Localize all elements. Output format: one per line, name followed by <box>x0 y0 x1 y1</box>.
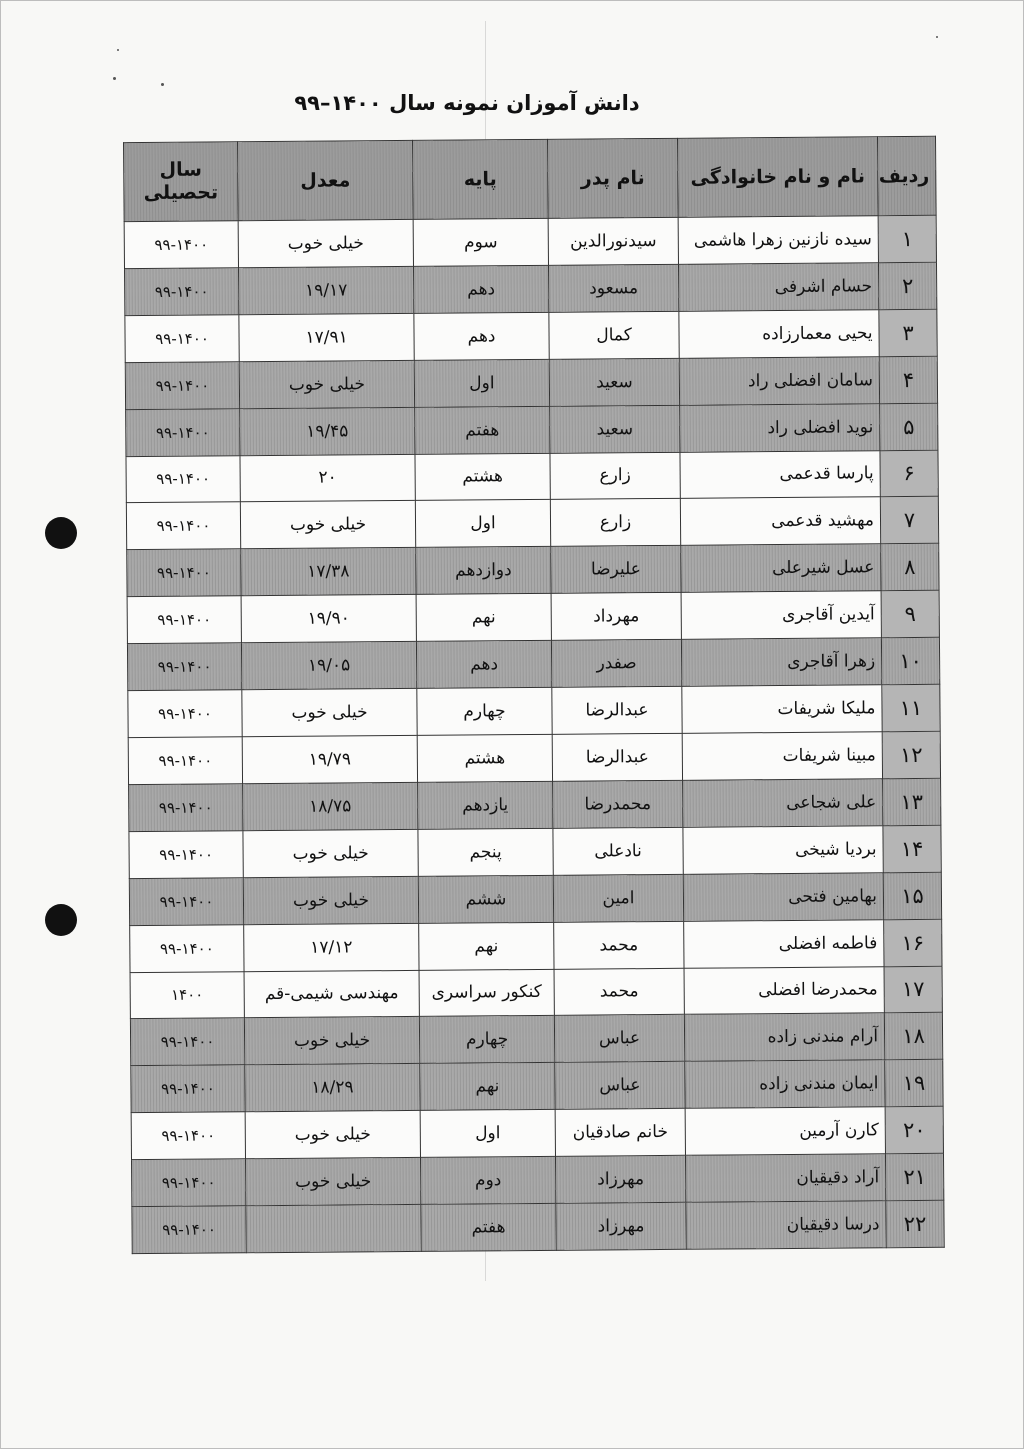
cell-average: ۱۹/۴۵ <box>240 407 415 455</box>
cell-grade: اول <box>414 359 549 407</box>
scan-speck <box>117 49 119 51</box>
cell-average: ۱۹/۷۹ <box>242 735 417 783</box>
cell-father-name: کمال <box>549 311 679 359</box>
cell-academic-year: ۹۹-۱۴۰۰ <box>131 1065 245 1113</box>
cell-average: ۱۹/۰۵ <box>241 642 416 690</box>
cell-average: ۱۸/۷۵ <box>243 782 418 830</box>
table-row <box>130 1013 942 1066</box>
cell-father-name: علیرضا <box>551 546 681 594</box>
cell-average: ۱۸/۲۹ <box>245 1064 420 1112</box>
cell-average: خیلی خوب <box>244 1017 419 1065</box>
cell-full-name: بردیا شیخی <box>683 826 883 874</box>
table-row <box>127 637 939 690</box>
cell-grade: پنجم <box>418 828 553 876</box>
cell-father-name: امین <box>553 874 683 922</box>
table-row <box>129 825 941 878</box>
cell-average: خیلی خوب <box>246 1158 421 1206</box>
cell-full-name: زهرا آقاجری <box>681 638 881 686</box>
cell-academic-year: ۹۹-۱۴۰۰ <box>128 690 242 738</box>
cell-grade: دهم <box>413 265 548 313</box>
page-title: دانش آموزان نمونه سال ۱۴۰۰–۹۹ <box>294 91 640 115</box>
table-row <box>126 403 938 456</box>
table-row <box>132 1153 944 1206</box>
cell-full-name: آرام مندنی زاده <box>684 1013 884 1061</box>
students-table-wrapper <box>123 136 944 1254</box>
cell-father-name: محمد <box>554 921 684 969</box>
cell-row-number: ۴ <box>879 356 937 403</box>
cell-academic-year: ۹۹-۱۴۰۰ <box>128 737 242 785</box>
cell-father-name: عباس <box>555 1062 685 1110</box>
cell-father-name: سعید <box>550 405 680 453</box>
cell-father-name: خانم صادقیان <box>555 1109 685 1157</box>
cell-father-name: مهرداد <box>551 593 681 641</box>
cell-grade: سوم <box>413 218 548 266</box>
cell-grade: کنکور سراسری <box>419 969 554 1017</box>
cell-grade: هفتم <box>415 406 550 454</box>
cell-academic-year: ۹۹-۱۴۰۰ <box>132 1206 246 1254</box>
table-row <box>128 731 940 784</box>
cell-average: ۱۹/۹۰ <box>241 595 416 643</box>
table-row <box>129 872 941 925</box>
header-full-name: نام و نام خانوادگی <box>677 137 878 218</box>
cell-row-number: ۷ <box>880 497 938 544</box>
cell-full-name: مهشید قدعمی <box>680 497 880 545</box>
cell-academic-year: ۹۹-۱۴۰۰ <box>126 502 240 550</box>
cell-full-name: سامان افضلی راد <box>679 356 879 404</box>
cell-grade: اول <box>415 500 550 548</box>
cell-grade: اول <box>420 1110 555 1158</box>
cell-academic-year: ۹۹-۱۴۰۰ <box>126 455 240 503</box>
cell-father-name: عباس <box>554 1015 684 1063</box>
cell-row-number: ۲۲ <box>886 1200 944 1247</box>
table-row <box>132 1200 944 1253</box>
cell-average: ۱۷/۳۸ <box>241 548 416 596</box>
table-row <box>125 356 937 409</box>
cell-father-name: زارع <box>550 499 680 547</box>
cell-father-name: مهرزاد <box>556 1202 686 1250</box>
cell-father-name: عبدالرضا <box>552 733 682 781</box>
cell-father-name: زارع <box>550 452 680 500</box>
header-grade: پایه <box>413 139 549 219</box>
cell-grade: دوم <box>420 1156 555 1204</box>
table-row <box>126 497 938 550</box>
cell-full-name: نوید افضلی راد <box>680 403 880 451</box>
cell-row-number: ۱۵ <box>883 872 941 919</box>
cell-academic-year: ۹۹-۱۴۰۰ <box>127 549 241 597</box>
cell-average: خیلی خوب <box>238 219 413 267</box>
cell-academic-year: ۹۹-۱۴۰۰ <box>125 362 239 410</box>
cell-grade: دوازدهم <box>416 547 551 595</box>
cell-row-number: ۱۱ <box>882 684 940 731</box>
table-row <box>126 450 938 503</box>
scan-speck <box>936 36 938 38</box>
cell-row-number: ۲۱ <box>885 1153 943 1200</box>
students-table <box>123 136 945 1254</box>
cell-academic-year: ۹۹-۱۴۰۰ <box>132 1159 246 1207</box>
cell-average: ۱۷/۹۱ <box>239 313 414 361</box>
cell-row-number: ۱۳ <box>883 778 941 825</box>
cell-grade: چهارم <box>419 1016 554 1064</box>
cell-full-name: آیدین آقاجری <box>681 591 881 639</box>
cell-row-number: ۱ <box>878 215 936 262</box>
cell-academic-year: ۹۹-۱۴۰۰ <box>126 408 240 456</box>
cell-grade: یازدهم <box>418 781 553 829</box>
cell-row-number: ۲ <box>878 262 936 309</box>
cell-full-name: کارن آرمین <box>685 1107 885 1155</box>
cell-full-name: آراد دقیقیان <box>685 1154 885 1202</box>
cell-full-name: ایمان مندنی زاده <box>685 1060 885 1108</box>
cell-full-name: حسام اشرفی <box>678 263 878 311</box>
table-row <box>128 684 940 737</box>
cell-average: خیلی خوب <box>243 876 418 924</box>
cell-average: خیلی خوب <box>245 1111 420 1159</box>
cell-father-name: محمد <box>554 968 684 1016</box>
cell-academic-year: ۹۹-۱۴۰۰ <box>127 596 241 644</box>
cell-full-name: عسل شیرعلی <box>681 544 881 592</box>
cell-full-name: علی شجاعی <box>683 779 883 827</box>
cell-academic-year: ۹۹-۱۴۰۰ <box>127 643 241 691</box>
cell-row-number: ۱۹ <box>885 1060 943 1107</box>
cell-grade: دهم <box>416 640 551 688</box>
cell-academic-year: ۹۹-۱۴۰۰ <box>125 268 239 316</box>
cell-average: مهندسی شیمی-قم <box>244 970 419 1018</box>
cell-full-name: سیده نازنین زهرا هاشمی <box>678 216 878 264</box>
cell-full-name: پارسا قدعمی <box>680 450 880 498</box>
cell-full-name: درسا دقیقیان <box>686 1201 886 1250</box>
cell-academic-year: ۹۹-۱۴۰۰ <box>124 221 238 269</box>
cell-academic-year: ۹۹-۱۴۰۰ <box>129 831 243 879</box>
cell-row-number: ۸ <box>881 544 939 591</box>
cell-father-name: مهرزاد <box>555 1155 685 1203</box>
header-row-number: ردیف <box>877 136 936 215</box>
table-row <box>125 262 937 315</box>
table-row <box>130 966 942 1019</box>
cell-row-number: ۱۸ <box>884 1013 942 1060</box>
cell-grade: هشتم <box>417 734 552 782</box>
cell-father-name: صفدر <box>551 639 681 687</box>
cell-row-number: ۵ <box>880 403 938 450</box>
cell-row-number: ۶ <box>880 450 938 497</box>
table-row <box>129 778 941 831</box>
table-row <box>131 1106 943 1159</box>
cell-grade: چهارم <box>417 687 552 735</box>
cell-full-name: مبینا شریفات <box>682 732 882 780</box>
cell-academic-year: ۹۹-۱۴۰۰ <box>130 924 244 972</box>
cell-academic-year: ۹۹-۱۴۰۰ <box>129 877 243 925</box>
cell-grade: نهم <box>420 1063 555 1111</box>
cell-average: خیلی خوب <box>242 688 417 736</box>
cell-full-name: بهامین فتحی <box>683 872 883 920</box>
header-father-name: نام پدر <box>548 138 679 218</box>
cell-row-number: ۱۲ <box>882 731 940 778</box>
table-header-row <box>124 136 937 221</box>
cell-grade: نهم <box>419 922 554 970</box>
cell-average: خیلی خوب <box>240 501 415 549</box>
cell-average: ۲۰ <box>240 454 415 502</box>
table-row <box>130 919 942 972</box>
cell-row-number: ۳ <box>879 309 937 356</box>
cell-row-number: ۱۷ <box>884 966 942 1013</box>
table-row <box>127 591 939 644</box>
table-row <box>127 544 939 597</box>
cell-father-name: سعید <box>549 358 679 406</box>
cell-father-name: محمدرضا <box>553 780 683 828</box>
cell-full-name: محمدرضا افضلی <box>684 966 884 1014</box>
cell-academic-year: ۹۹-۱۴۰۰ <box>129 784 243 832</box>
cell-grade: ششم <box>418 875 553 923</box>
cell-grade: نهم <box>416 594 551 642</box>
header-academic-year: سال تحصیلی <box>124 142 239 222</box>
cell-row-number: ۲۰ <box>885 1106 943 1153</box>
scan-speck <box>161 83 164 86</box>
cell-grade: هشتم <box>415 453 550 501</box>
cell-grade: هفتم <box>421 1203 556 1251</box>
cell-average: ۱۷/۱۲ <box>244 923 419 971</box>
cell-academic-year: ۱۴۰۰ <box>130 971 244 1019</box>
cell-grade: دهم <box>414 312 549 360</box>
punch-hole <box>45 517 77 549</box>
cell-full-name: یحیی معمارزاده <box>679 310 879 358</box>
cell-row-number: ۹ <box>881 591 939 638</box>
cell-father-name: نادعلی <box>553 827 683 875</box>
cell-row-number: ۱۴ <box>883 825 941 872</box>
cell-father-name: سیدنورالدین <box>548 217 678 265</box>
cell-average <box>246 1204 421 1252</box>
table-row <box>131 1060 943 1113</box>
cell-full-name: فاطمه افضلی <box>684 919 884 967</box>
cell-row-number: ۱۰ <box>881 637 939 684</box>
cell-average: ۱۹/۱۷ <box>239 266 414 314</box>
cell-academic-year: ۹۹-۱۴۰۰ <box>130 1018 244 1066</box>
table-row <box>124 215 936 268</box>
cell-father-name: عبدالرضا <box>552 686 682 734</box>
table-body <box>124 215 944 1253</box>
cell-academic-year: ۹۹-۱۴۰۰ <box>131 1112 245 1160</box>
cell-full-name: ملیکا شریفات <box>682 685 882 733</box>
cell-average: خیلی خوب <box>243 829 418 877</box>
punch-hole <box>45 904 77 936</box>
header-average: معدل <box>238 140 414 220</box>
scan-speck <box>113 77 116 80</box>
cell-row-number: ۱۶ <box>884 919 942 966</box>
cell-average: خیلی خوب <box>239 360 414 408</box>
table-row <box>125 309 937 362</box>
cell-academic-year: ۹۹-۱۴۰۰ <box>125 315 239 363</box>
cell-father-name: مسعود <box>548 264 678 312</box>
